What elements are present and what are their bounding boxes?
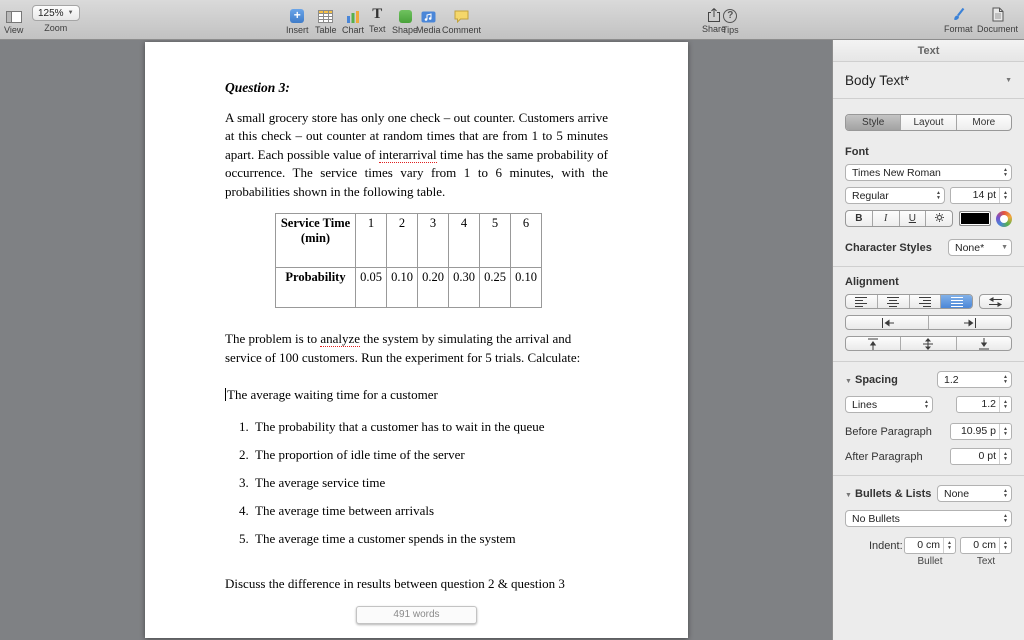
font-section-label: Font bbox=[845, 146, 869, 158]
table-icon bbox=[318, 6, 333, 23]
character-styles-label: Character Styles bbox=[845, 241, 932, 254]
shape-label: Shape bbox=[392, 25, 419, 35]
table-row bbox=[276, 214, 542, 268]
insert-label: Insert bbox=[286, 25, 309, 35]
document-page[interactable] bbox=[145, 42, 688, 638]
after-paragraph-value: 0 pt bbox=[978, 450, 996, 462]
average-waiting-text: The average waiting time for a customer bbox=[227, 387, 438, 403]
popup-arrows-icon: ▲ ▼ bbox=[1003, 513, 1008, 524]
text-direction-button[interactable] bbox=[979, 294, 1012, 309]
arrows-left-right-icon bbox=[989, 297, 1002, 307]
misspelled-word: analyze bbox=[320, 331, 361, 347]
intro-paragraph[interactable] bbox=[225, 109, 608, 201]
alignment-label: Alignment bbox=[845, 276, 899, 288]
view-label: View bbox=[4, 25, 24, 35]
before-paragraph-label: Before Paragraph bbox=[845, 425, 932, 438]
probability-table[interactable] bbox=[275, 213, 542, 308]
table-button[interactable] bbox=[315, 6, 337, 35]
font-family-popup[interactable] bbox=[845, 164, 1012, 181]
format-button[interactable] bbox=[944, 5, 973, 34]
color-wheel-button[interactable] bbox=[996, 211, 1012, 227]
align-top-button[interactable] bbox=[846, 337, 901, 350]
table-cell[interactable]: 1 bbox=[356, 214, 387, 268]
underline-button[interactable]: U bbox=[900, 211, 927, 226]
chart-button[interactable] bbox=[342, 6, 364, 35]
before-paragraph-value: 10.95 p bbox=[960, 425, 996, 437]
align-center-icon bbox=[887, 297, 899, 307]
document-button[interactable] bbox=[977, 5, 1018, 34]
line-spacing-stepper[interactable] bbox=[956, 396, 1012, 413]
text-sublabel: Text bbox=[976, 556, 996, 567]
format-label: Format bbox=[944, 24, 973, 34]
table-label: Table bbox=[315, 25, 337, 35]
problem-paragraph-text: The problem is to bbox=[225, 331, 321, 347]
problem-paragraph[interactable] bbox=[225, 330, 608, 367]
comment-button[interactable] bbox=[442, 6, 481, 35]
align-justify-button[interactable] bbox=[941, 295, 972, 308]
character-styles-value: None* bbox=[955, 241, 985, 254]
tips-button[interactable] bbox=[722, 6, 739, 35]
align-left-icon bbox=[855, 297, 867, 307]
after-paragraph-label: After Paragraph bbox=[845, 450, 923, 463]
spacing-popup[interactable] bbox=[937, 371, 1012, 388]
bullet-style-value: No Bullets bbox=[852, 512, 900, 525]
question-heading[interactable]: Question 3: bbox=[225, 80, 290, 95]
media-icon bbox=[421, 6, 436, 23]
spacing-section-header[interactable] bbox=[845, 374, 898, 386]
indent-icon bbox=[964, 318, 977, 328]
text-icon: T bbox=[372, 6, 383, 22]
chart-label: Chart bbox=[342, 25, 365, 35]
list-item[interactable]: 3. The average service time bbox=[252, 475, 608, 492]
average-waiting-line[interactable] bbox=[225, 387, 608, 403]
tips-icon: ? bbox=[723, 9, 737, 23]
font-size-stepper[interactable] bbox=[950, 187, 1012, 204]
stepper-arrows-icon: ▲ ▼ bbox=[999, 449, 1011, 464]
shape-button[interactable] bbox=[392, 6, 418, 35]
paragraph-style-value: Body Text* bbox=[845, 72, 910, 88]
alignment-buttons bbox=[845, 294, 973, 309]
stepper-arrows-icon: ▲ ▼ bbox=[999, 397, 1011, 412]
before-paragraph-stepper[interactable] bbox=[950, 423, 1012, 440]
align-justify-icon bbox=[951, 297, 963, 307]
document-canvas bbox=[0, 40, 832, 640]
table-header-service-time[interactable]: Service Time (min) bbox=[276, 214, 356, 268]
format-brush-icon bbox=[951, 5, 965, 22]
stepper-arrows-icon: ▲ ▼ bbox=[943, 538, 955, 553]
intro-paragraph-text-2: time has the same probability of occurrence. The service times vary from 1 to 6 minutes, with the probabilities shown in the following table. bbox=[225, 146, 608, 199]
tab-layout[interactable]: Layout bbox=[901, 115, 956, 130]
table-cell[interactable]: 0.10 bbox=[511, 268, 542, 308]
tab-style[interactable]: Style bbox=[846, 115, 901, 130]
calculation-list[interactable] bbox=[252, 419, 608, 547]
shape-icon bbox=[399, 10, 412, 23]
bullet-sublabel: Bullet bbox=[917, 556, 943, 567]
align-left-button[interactable] bbox=[846, 295, 878, 308]
bullet-style-popup[interactable] bbox=[845, 510, 1012, 527]
view-button[interactable] bbox=[4, 6, 23, 35]
chevron-down-icon: ▼ bbox=[1001, 244, 1008, 251]
outdent-icon bbox=[881, 318, 894, 328]
share-icon bbox=[707, 5, 721, 22]
indent-bullet-stepper[interactable] bbox=[904, 537, 956, 554]
zoom-value: 125% bbox=[38, 7, 64, 19]
table-cell[interactable]: 5 bbox=[480, 214, 511, 268]
align-right-button[interactable] bbox=[910, 295, 942, 308]
problem-paragraph-text-2: the system by simulating the arrival and service of 100 customers. Run the experiment for 5 trials. Calculate: bbox=[225, 331, 581, 365]
lines-value: Lines bbox=[852, 398, 878, 411]
document-icon bbox=[992, 5, 1004, 22]
comment-icon bbox=[454, 6, 469, 23]
bullets-section-header[interactable] bbox=[845, 488, 931, 500]
table-header-probability[interactable]: Probability bbox=[276, 268, 356, 308]
bullets-value: None bbox=[944, 487, 970, 500]
style-tabs bbox=[845, 114, 1012, 131]
text-button[interactable] bbox=[369, 5, 386, 34]
share-label: Share bbox=[702, 24, 727, 34]
list-item[interactable]: 1. The probability that a customer has to wait in the queue bbox=[252, 419, 608, 436]
text-label: Text bbox=[369, 24, 386, 34]
align-middle-button[interactable] bbox=[901, 337, 956, 350]
word-count-badge[interactable]: 491 words bbox=[356, 606, 477, 624]
table-cell[interactable]: 0.25 bbox=[480, 268, 511, 308]
align-center-button[interactable] bbox=[878, 295, 910, 308]
insert-button[interactable] bbox=[286, 6, 309, 35]
table-cell[interactable]: 6 bbox=[511, 214, 542, 268]
table-cell[interactable]: 3 bbox=[418, 214, 449, 268]
document-label: Document bbox=[977, 24, 1019, 34]
discussion-paragraph[interactable]: Discuss the difference in results between question 2 & question 3 bbox=[225, 575, 565, 591]
paragraph-style-selector[interactable] bbox=[833, 62, 1024, 99]
sidebar-title: Text bbox=[833, 40, 1024, 62]
table-row bbox=[276, 268, 542, 308]
popup-arrows-icon: ▲ ▼ bbox=[1003, 488, 1008, 499]
list-item[interactable]: 2. The proportion of idle time of the server bbox=[252, 447, 608, 464]
table-cell[interactable]: 0.10 bbox=[387, 268, 418, 308]
spacing-label: Spacing bbox=[855, 373, 898, 386]
disclosure-triangle-icon: ▼ bbox=[845, 377, 852, 385]
media-button[interactable] bbox=[416, 6, 441, 35]
view-icon bbox=[6, 6, 22, 23]
decrease-indent-button[interactable] bbox=[846, 316, 929, 329]
comment-label: Comment bbox=[442, 25, 482, 35]
list-item[interactable]: 4. The average time between arrivals bbox=[252, 503, 608, 520]
align-middle-icon bbox=[923, 338, 933, 350]
chart-icon bbox=[346, 6, 360, 23]
gear-icon bbox=[935, 213, 944, 224]
misspelled-word: interarrival bbox=[378, 146, 437, 162]
format-sidebar bbox=[832, 40, 1024, 640]
stepper-arrows-icon: ▲ ▼ bbox=[999, 188, 1011, 203]
advanced-options-button[interactable] bbox=[926, 211, 952, 226]
align-bottom-icon bbox=[979, 338, 989, 350]
font-family-value: Times New Roman bbox=[852, 166, 941, 179]
bullets-popup[interactable] bbox=[937, 485, 1012, 502]
character-styles-popup[interactable] bbox=[948, 239, 1012, 256]
text-cursor bbox=[225, 388, 226, 401]
indent-text-value: 0 cm bbox=[973, 539, 996, 551]
table-cell[interactable]: 0.30 bbox=[449, 268, 480, 308]
zoom-label: Zoom bbox=[44, 23, 68, 33]
font-weight-popup[interactable] bbox=[845, 187, 945, 204]
table-cell[interactable]: 0.20 bbox=[418, 268, 449, 308]
intro-paragraph-text: A small grocery store has only one check – out counter. Customers arrive at this check – out counter at random times that are from 1 to 5 minutes apart. Each possible value of bbox=[225, 110, 608, 162]
font-style-buttons bbox=[845, 210, 953, 227]
chevron-down-icon: ▼ bbox=[67, 10, 74, 16]
popup-arrows-icon: ▲ ▼ bbox=[924, 399, 929, 410]
indent-label: Indent: bbox=[869, 539, 903, 552]
tips-label: Tips bbox=[722, 25, 739, 35]
after-paragraph-stepper[interactable] bbox=[950, 448, 1012, 465]
stepper-arrows-icon: ▲ ▼ bbox=[999, 424, 1011, 439]
vertical-align-buttons bbox=[845, 336, 1012, 351]
bullets-label: Bullets & Lists bbox=[855, 487, 932, 500]
align-top-icon bbox=[868, 338, 878, 350]
align-bottom-button[interactable] bbox=[957, 337, 1011, 350]
align-right-icon bbox=[919, 297, 931, 307]
font-size-value: 14 pt bbox=[972, 189, 996, 201]
bold-button[interactable]: B bbox=[846, 211, 873, 226]
popup-arrows-icon: ▲ ▼ bbox=[1003, 374, 1008, 385]
indent-buttons bbox=[845, 315, 1012, 330]
lines-popup[interactable] bbox=[845, 396, 933, 413]
toolbar bbox=[0, 0, 1024, 40]
tab-more[interactable]: More bbox=[972, 117, 996, 128]
increase-indent-button[interactable] bbox=[929, 316, 1011, 329]
media-label: Media bbox=[416, 25, 441, 35]
stepper-arrows-icon: ▲ ▼ bbox=[999, 538, 1011, 553]
disclosure-triangle-icon: ▼ bbox=[845, 491, 852, 499]
italic-button[interactable]: I bbox=[873, 211, 900, 226]
font-weight-value: Regular bbox=[852, 189, 889, 202]
popup-arrows-icon: ▲ ▼ bbox=[1003, 167, 1008, 178]
table-cell[interactable]: 4 bbox=[449, 214, 480, 268]
zoom-control[interactable] bbox=[32, 5, 80, 33]
popup-arrows-icon: ▲ ▼ bbox=[936, 190, 941, 201]
indent-bullet-value: 0 cm bbox=[917, 539, 940, 551]
insert-icon: + bbox=[290, 9, 304, 23]
spacing-value: 1.2 bbox=[944, 373, 959, 386]
table-cell[interactable]: 2 bbox=[387, 214, 418, 268]
indent-text-stepper[interactable] bbox=[960, 537, 1012, 554]
table-cell[interactable]: 0.05 bbox=[356, 268, 387, 308]
text-color-well[interactable] bbox=[959, 211, 991, 226]
line-spacing-value: 1.2 bbox=[981, 398, 996, 410]
chevron-down-icon: ▼ bbox=[1005, 76, 1012, 84]
list-item[interactable]: 5. The average time a customer spends in the system bbox=[252, 531, 608, 548]
